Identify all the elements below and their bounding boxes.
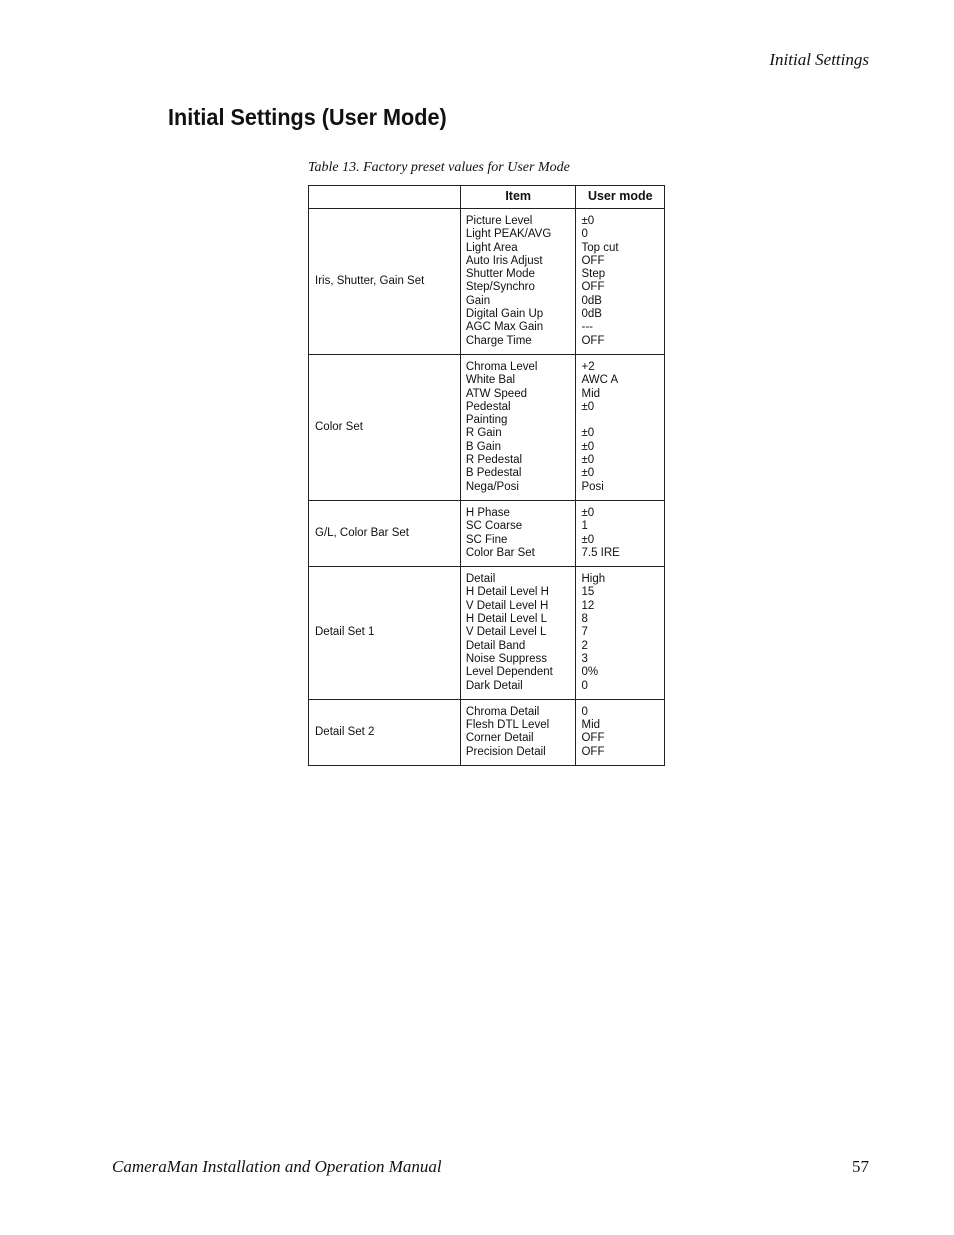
- user-mode-value: Step: [581, 268, 606, 281]
- item-name: Pedestal: [465, 400, 511, 413]
- row-group-label: Detail Set 2: [309, 699, 461, 765]
- user-mode-value: ±0: [581, 400, 595, 413]
- row-item-list: [460, 209, 576, 355]
- item-name: Digital Gain Up: [465, 308, 544, 321]
- row-value-list: [576, 567, 665, 700]
- user-mode-value: ±0: [581, 454, 595, 467]
- item-name: Dark Detail: [465, 679, 523, 692]
- item-name: White Bal: [465, 374, 516, 387]
- user-mode-value: ±0: [581, 427, 595, 440]
- row-item-list: [460, 500, 576, 566]
- item-name: V Detail Level H: [465, 599, 549, 612]
- item-name: Picture Level: [465, 215, 533, 227]
- table-row: [309, 354, 665, 500]
- item-name: H Phase: [465, 506, 510, 519]
- user-mode-value: ±0: [581, 215, 595, 227]
- item-name: R Gain: [465, 427, 502, 440]
- row-value-list: [576, 354, 665, 500]
- user-mode-value: OFF: [581, 745, 605, 758]
- user-mode-value: ±0: [581, 467, 595, 480]
- item-name: Nega/Posi: [465, 480, 519, 493]
- row-group-label: Detail Set 1: [309, 567, 461, 700]
- item-name: H Detail Level H: [465, 586, 549, 599]
- item-name: Shutter Mode: [465, 268, 535, 281]
- item-name: Precision Detail: [465, 745, 546, 758]
- item-name: Light Area: [465, 241, 518, 254]
- item-name: Chroma Level: [465, 360, 538, 373]
- row-item-list: [460, 567, 576, 700]
- user-mode-value: Posi: [581, 480, 604, 493]
- user-mode-value: Mid: [581, 387, 601, 400]
- table-caption: Table 13. Factory preset values for User Mode: [308, 160, 570, 175]
- page-title: Initial Settings (User Mode): [168, 104, 447, 130]
- user-mode-value: 7: [581, 626, 588, 639]
- row-item-list: [460, 699, 576, 765]
- user-mode-value: High: [581, 573, 606, 586]
- table-header-row: [309, 186, 665, 209]
- user-mode-value: OFF: [581, 334, 605, 347]
- item-name: Detail: [465, 573, 496, 586]
- item-name: R Pedestal: [465, 454, 523, 467]
- item-name: Detail Band: [465, 639, 526, 652]
- user-mode-value: 7.5 IRE: [581, 546, 620, 559]
- item-name: B Gain: [465, 440, 502, 453]
- user-mode-value: 8: [581, 613, 588, 626]
- user-mode-value: AWC A: [581, 374, 619, 387]
- item-name: SC Coarse: [465, 520, 523, 533]
- running-header: Initial Settings: [769, 50, 869, 69]
- item-name: Step/Synchro: [465, 281, 535, 294]
- user-mode-value: 0%: [581, 666, 599, 679]
- item-name: Noise Suppress: [465, 652, 548, 665]
- user-mode-value: ±0: [581, 506, 595, 519]
- item-name: Corner Detail: [465, 732, 534, 745]
- user-mode-value: 0dB: [581, 308, 602, 321]
- user-mode-value: 0: [581, 679, 588, 692]
- item-name: Flesh DTL Level: [465, 719, 550, 732]
- user-mode-value: Mid: [581, 719, 601, 732]
- user-mode-value: ---: [581, 321, 593, 334]
- user-mode-value: 0dB: [581, 294, 602, 307]
- user-mode-value: 0: [581, 228, 588, 241]
- row-item-list: [460, 354, 576, 500]
- table-body: [309, 209, 665, 766]
- user-mode-value: ±0: [581, 533, 595, 546]
- user-mode-value: 0: [581, 705, 588, 718]
- item-name: V Detail Level L: [465, 626, 547, 639]
- item-name: Chroma Detail: [465, 705, 540, 718]
- user-mode-value: [581, 414, 659, 427]
- user-mode-value: 3: [581, 652, 588, 665]
- user-mode-value: ±0: [581, 440, 595, 453]
- item-name: SC Fine: [465, 533, 508, 546]
- row-value-list: [576, 209, 665, 355]
- factory-preset-table: [308, 185, 665, 766]
- user-mode-value: +2: [581, 360, 595, 373]
- footer-manual-title: CameraMan Installation and Operation Manual: [112, 1157, 442, 1176]
- column-header-group: [309, 186, 461, 209]
- table-row: [309, 500, 665, 566]
- item-name: Auto Iris Adjust: [465, 254, 543, 267]
- item-name: Color Bar Set: [465, 546, 535, 559]
- table-row: [309, 567, 665, 700]
- user-mode-value: 2: [581, 639, 588, 652]
- user-mode-value: 12: [581, 599, 595, 612]
- item-name: ATW Speed: [465, 387, 527, 400]
- column-header-user-mode: User mode: [576, 186, 665, 209]
- row-group-label: Iris, Shutter, Gain Set: [309, 209, 461, 355]
- user-mode-value: OFF: [581, 254, 605, 267]
- user-mode-value: Top cut: [581, 241, 619, 254]
- item-name: B Pedestal: [465, 467, 522, 480]
- row-value-list: [576, 699, 665, 765]
- column-header-item: Item: [460, 186, 576, 209]
- row-group-label: G/L, Color Bar Set: [309, 500, 461, 566]
- item-name: Painting: [465, 414, 508, 427]
- user-mode-value: OFF: [581, 281, 605, 294]
- item-name: Light PEAK/AVG: [465, 228, 552, 241]
- item-name: H Detail Level L: [465, 613, 548, 626]
- user-mode-value: OFF: [581, 732, 605, 745]
- item-name: Level Dependent: [465, 666, 553, 679]
- user-mode-value: 1: [581, 520, 588, 533]
- table-row: [309, 699, 665, 765]
- row-value-list: [576, 500, 665, 566]
- item-name: Gain: [465, 294, 491, 307]
- table-row: [309, 209, 665, 355]
- row-group-label: Color Set: [309, 354, 461, 500]
- item-name: Charge Time: [465, 334, 532, 347]
- user-mode-value: 15: [581, 586, 595, 599]
- item-name: AGC Max Gain: [465, 321, 544, 334]
- page-number: 57: [852, 1157, 869, 1176]
